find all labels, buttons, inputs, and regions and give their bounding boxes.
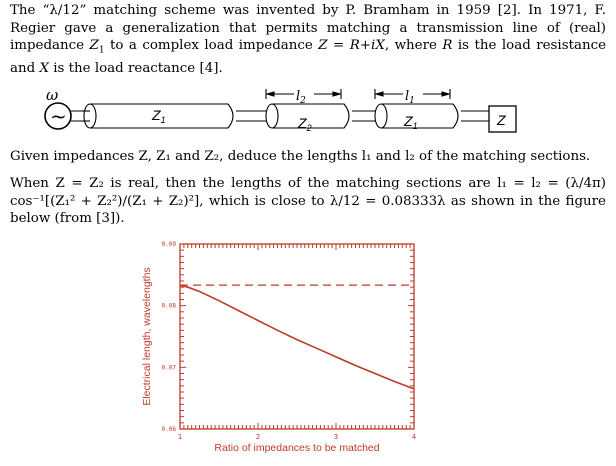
series-line [180,285,414,389]
segment-label-z1: $Z_1$ [152,107,166,125]
length-label-l2: $l_2$ [296,89,306,106]
y-tick-label: 0.07 [161,364,176,372]
omega-label: ω [46,86,59,104]
x-tick-label: 1 [177,433,183,441]
transmission-line-diagram [45,86,516,133]
y-tick-label: 0.06 [161,426,176,433]
segment-label-z1-b: $Z_1$ [404,113,418,131]
y-tick-label: 0.08 [161,302,176,310]
segment-label-z2: $Z_2$ [298,115,312,133]
electrical-length-chart [141,241,416,454]
x-tick-label: 3 [333,433,339,441]
x-tick-label: 2 [255,433,261,441]
plot-frame [180,244,414,429]
load-label: Z [497,112,506,128]
paragraph-answer: When Z = Z₂ is real, then the lengths of the matching sections are l₁ = l₂ = (λ/4π) cos⁻¹[(Z₁² + Z₂²)/(Z₁ + Z₂)²], which is close to λ/12 = 0.08333λ as shown in the figure below (from [3]). [10,176,606,226]
tilde-glyph: ~ [50,104,67,128]
paragraph-question: Given impedances Z, Z₁ and Z₂, deduce the lengths l₁ and l₂ of the matching sections. [10,149,591,164]
y-tick-label: 0.09 [161,241,176,248]
x-tick-label: 4 [411,433,417,441]
paragraph-intro: The “λ/12” matching scheme was invented by P. Bramham in 1959 [2]. In 1971, F. Regier gave a generalization that permits matching a transmission line of (real) impedance $Z_1$ to a complex load impedance Z = R+iX, where R is the load resistance and X is the load reactance [4]. [10,3,606,77]
y-axis-label: Electrical length, wavelengths [141,267,153,406]
length-label-l1: $l_1$ [405,89,415,106]
x-axis-label: Ratio of impedances to be matched [214,442,380,454]
